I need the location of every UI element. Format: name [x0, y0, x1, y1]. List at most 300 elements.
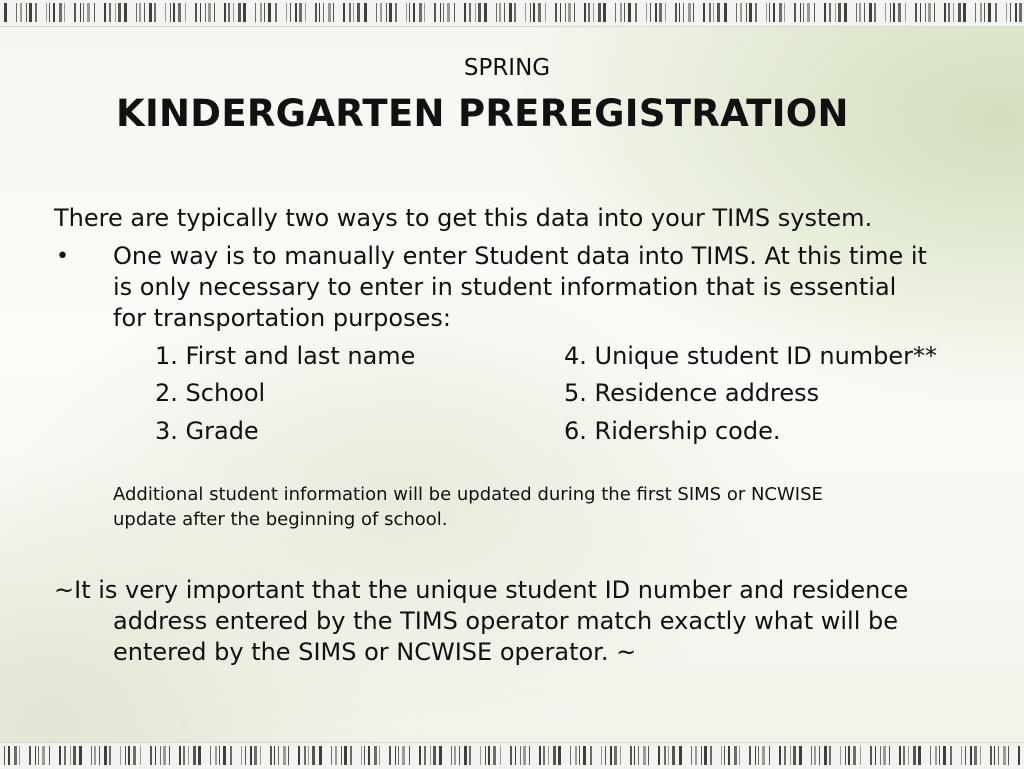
stripe-bar: [709, 3, 711, 22]
stripe-bar: [308, 746, 309, 765]
important-line-3: entered by the SIMS or NCWISE operator. ~: [113, 638, 637, 666]
stripe-bar: [53, 3, 55, 22]
stripe-bar: [350, 746, 352, 765]
stripe-bar: [233, 3, 234, 22]
stripe-bar: [514, 3, 516, 22]
stripe-bar: [26, 3, 27, 22]
stripe-bar: [885, 3, 886, 22]
stripe-bar: [515, 746, 516, 765]
stripe-bar: [658, 746, 660, 765]
stripe-bar: [80, 3, 81, 22]
stripe-bar: [364, 3, 367, 22]
stripe-bar: [215, 746, 217, 765]
stripe-bar: [883, 746, 886, 765]
slide-subtitle: SPRING: [463, 55, 551, 81]
stripe-bar: [646, 3, 647, 22]
stripe-bar: [99, 746, 100, 765]
stripe-bar: [120, 746, 121, 765]
stripe-bar: [746, 3, 747, 22]
stripe-bar: [331, 746, 332, 765]
stripe-bar: [333, 3, 334, 22]
stripe-bar: [970, 746, 972, 765]
stripe-bar: [875, 746, 876, 765]
stripe-bar: [409, 3, 410, 22]
stripe-bar: [315, 3, 317, 22]
stripe-bar: [736, 3, 737, 22]
stripe-bar: [588, 3, 590, 22]
stripe-bar: [154, 3, 156, 22]
stripe-bar: [691, 746, 692, 765]
stripe-bar: [295, 3, 297, 22]
stripe-bar: [323, 3, 324, 22]
stripe-bar: [454, 3, 455, 22]
stripe-bar: [574, 3, 575, 22]
stripe-bar: [800, 3, 801, 22]
note-line-2: update after the beginning of school.: [113, 509, 448, 530]
field-item: 3. Grade: [155, 417, 259, 445]
stripe-bar: [628, 3, 631, 22]
stripe-bar: [243, 3, 246, 22]
stripe-bar: [980, 746, 981, 765]
top-decorative-strip: [0, 0, 1024, 27]
stripe-bar: [1003, 746, 1006, 765]
stripe-bar: [389, 746, 391, 765]
stripe-bar: [357, 3, 360, 22]
stripe-bar: [610, 746, 612, 765]
stripe-bar: [529, 746, 530, 765]
stripe-bar: [260, 746, 261, 765]
stripe-bar: [364, 746, 365, 765]
stripe-bar: [335, 746, 337, 765]
stripe-bar: [241, 746, 242, 765]
stripe-bar: [136, 3, 137, 22]
stripe-bar: [934, 3, 935, 22]
stripe-bar: [913, 746, 916, 765]
stripe-bar: [724, 3, 727, 22]
stripe-bar: [328, 3, 331, 22]
stripe-bar: [598, 3, 601, 22]
stripe-bar: [824, 746, 827, 765]
stripe-bar: [555, 3, 557, 22]
stripe-bar: [784, 3, 785, 22]
bottom-barcode-pattern: [0, 743, 1024, 769]
bullet-line-3: for transportation purposes:: [113, 304, 451, 332]
stripe-bar: [728, 746, 730, 765]
stripe-bar: [109, 3, 111, 22]
stripe-bar: [943, 746, 946, 765]
stripe-bar: [538, 3, 541, 22]
stripe-bar: [223, 746, 226, 765]
stripe-bar: [814, 746, 816, 765]
stripe-bar: [553, 746, 556, 765]
stripe-bar: [264, 3, 265, 22]
stripe-bar: [475, 3, 476, 22]
stripe-bar: [104, 3, 106, 22]
stripe-bar: [634, 746, 635, 765]
stripe-bar: [766, 3, 767, 22]
stripe-bar: [443, 3, 444, 22]
stripe-bar: [270, 746, 272, 765]
stripe-bar: [224, 3, 226, 22]
stripe-bar: [655, 3, 657, 22]
top-barcode-pattern: [0, 0, 1024, 26]
stripe-bar: [769, 746, 770, 765]
stripe-bar: [484, 3, 487, 22]
stripe-bar: [630, 746, 632, 765]
stripe-bar: [980, 3, 982, 22]
stripe-bar: [784, 746, 786, 765]
stripe-bar: [434, 3, 436, 22]
stripe-bar: [958, 3, 961, 22]
stripe-bar: [668, 746, 669, 765]
stripe-bar: [579, 746, 580, 765]
stripe-bar: [469, 3, 471, 22]
stripe-bar: [510, 746, 512, 765]
stripe-bar: [419, 746, 421, 765]
stripe-bar: [605, 746, 606, 765]
stripe-bar: [230, 746, 232, 765]
stripe-bar: [274, 746, 275, 765]
bullet-line-1: One way is to manually enter Student data into TIMS. At this time it: [113, 242, 927, 270]
stripe-bar: [620, 746, 621, 765]
stripe-bar: [869, 3, 872, 22]
stripe-bar: [740, 3, 742, 22]
stripe-bar: [389, 3, 392, 22]
stripe-bar: [178, 3, 181, 22]
stripe-bar: [829, 746, 831, 765]
stripe-bar: [509, 3, 512, 22]
stripe-bar: [860, 746, 861, 765]
stripe-bar: [560, 3, 561, 22]
stripe-bar: [695, 746, 697, 765]
stripe-bar: [880, 746, 881, 765]
stripe-bar: [773, 3, 775, 22]
stripe-bar: [769, 3, 770, 22]
stripe-bar: [8, 746, 10, 765]
slide-title: KINDERGARTEN PREREGISTRATION: [116, 92, 849, 135]
stripe-bar: [675, 3, 677, 22]
stripe-bar: [990, 746, 992, 765]
stripe-bar: [250, 746, 252, 765]
stripe-bar: [79, 746, 82, 765]
stripe-bar: [603, 3, 606, 22]
stripe-bar: [451, 746, 452, 765]
stripe-bar: [953, 3, 954, 22]
stripe-bar: [504, 3, 505, 22]
stripe-bar: [379, 746, 380, 765]
stripe-bar: [665, 3, 666, 22]
stripe-bar: [440, 3, 441, 22]
stripe-bar: [717, 3, 720, 22]
stripe-bar: [447, 3, 450, 22]
stripe-bar: [214, 3, 215, 22]
stripe-bar: [409, 746, 410, 765]
stripe-bar: [988, 3, 991, 22]
stripe-bar: [905, 3, 906, 22]
stripe-bar: [584, 3, 586, 22]
field-item: 5. Residence address: [564, 379, 820, 407]
stripe-bar: [183, 746, 185, 765]
stripe-bar: [762, 746, 765, 765]
stripe-bar: [402, 746, 405, 765]
stripe-bar: [413, 3, 415, 22]
stripe-bar: [620, 3, 622, 22]
stripe-bar: [790, 746, 791, 765]
stripe-bar: [73, 746, 76, 765]
stripe-bar: [890, 3, 891, 22]
stripe-bar: [558, 746, 561, 765]
stripe-bar: [590, 746, 592, 765]
stripe-bar: [496, 3, 497, 22]
stripe-bar: [643, 746, 646, 765]
stripe-bar: [593, 3, 594, 22]
stripe-bar: [638, 746, 639, 765]
stripe-bar: [779, 3, 782, 22]
important-line-2: address entered by the TIMS operator match exactly what will be: [113, 607, 899, 635]
stripe-bar: [386, 3, 387, 22]
stripe-bar: [185, 3, 186, 22]
stripe-bar: [398, 746, 399, 765]
stripe-bar: [672, 746, 675, 765]
stripe-bar: [935, 746, 937, 765]
stripe-bar: [200, 3, 201, 22]
stripe-bar: [499, 3, 501, 22]
stripe-bar: [963, 3, 966, 22]
stripe-bar: [925, 3, 926, 22]
stripe-bar: [305, 3, 306, 22]
stripe-bar: [853, 746, 856, 765]
stripe-bar: [848, 746, 850, 765]
stripe-bar: [995, 3, 997, 22]
stripe-bar: [814, 3, 815, 22]
stripe-bar: [74, 3, 76, 22]
stripe-bar: [965, 746, 966, 765]
stripe-bar: [344, 746, 347, 765]
stripe-bar: [835, 3, 836, 22]
stripe-bar: [739, 746, 740, 765]
stripe-bar: [424, 746, 426, 765]
stripe-bar: [624, 3, 625, 22]
stripe-bar: [944, 3, 946, 22]
stripe-bar: [94, 746, 96, 765]
stripe-bar: [83, 3, 84, 22]
stripe-bar: [889, 746, 890, 765]
stripe-bar: [319, 3, 320, 22]
stripe-bar: [961, 746, 962, 765]
stripe-bar: [35, 746, 36, 765]
stripe-bar: [568, 3, 571, 22]
stripe-bar: [193, 746, 196, 765]
stripe-bar: [948, 3, 950, 22]
stripe-bar: [118, 3, 121, 22]
stripe-bar: [530, 3, 531, 22]
stripe-bar: [179, 746, 181, 765]
stripe-bar: [14, 746, 17, 765]
stripe-bar: [485, 746, 486, 765]
stripe-bar: [439, 746, 442, 765]
stripe-bar: [713, 3, 714, 22]
field-item: 1. First and last name: [155, 342, 416, 370]
stripe-bar: [844, 3, 847, 22]
stripe-bar: [870, 746, 872, 765]
stripe-bar: [998, 746, 999, 765]
stripe-bar: [701, 746, 702, 765]
stripe-bar: [125, 746, 126, 765]
stripe-bar: [149, 3, 152, 22]
stripe-bar: [312, 746, 315, 765]
stripe-bar: [163, 746, 166, 765]
stripe-bar: [46, 3, 47, 22]
stripe-bar: [755, 3, 757, 22]
stripe-bar: [433, 746, 436, 765]
stripe-bar: [38, 746, 39, 765]
stripe-bar: [128, 746, 130, 765]
stripe-bar: [228, 3, 230, 22]
stripe-bar: [406, 3, 407, 22]
stripe-bar: [349, 3, 351, 22]
stripe-bar: [4, 746, 5, 765]
stripe-bar: [864, 3, 865, 22]
bottom-decorative-strip: [0, 742, 1024, 769]
stripe-bar: [803, 3, 804, 22]
stripe-bar: [520, 746, 521, 765]
stripe-bar: [1018, 746, 1020, 765]
stripe-bar: [1015, 3, 1017, 22]
stripe-bar: [343, 3, 345, 22]
stripe-bar: [275, 3, 277, 22]
stripe-bar: [950, 746, 952, 765]
stripe-bar: [755, 746, 756, 765]
field-item: 2. School: [155, 379, 266, 407]
stripe-bar: [395, 3, 397, 22]
stripe-bar: [150, 746, 152, 765]
stripe-bar: [575, 746, 577, 765]
stripe-bar: [749, 746, 751, 765]
stripe-bar: [749, 3, 752, 22]
stripe-bar: [430, 746, 431, 765]
stripe-bar: [845, 746, 846, 765]
stripe-bar: [920, 3, 921, 22]
stripe-bar: [859, 3, 861, 22]
stripe-bar: [210, 746, 211, 765]
stripe-bar: [693, 3, 694, 22]
stripe-bar: [254, 746, 257, 765]
stripe-bar: [170, 3, 171, 22]
stripe-bar: [539, 746, 541, 765]
stripe-bar: [368, 746, 370, 765]
stripe-bar: [64, 746, 66, 765]
stripe-bar: [478, 3, 481, 22]
stripe-bar: [115, 3, 116, 22]
stripe-bar: [659, 3, 662, 22]
stripe-bar: [930, 746, 931, 765]
stripe-bar: [173, 3, 175, 22]
stripe-bar: [874, 3, 876, 22]
stripe-bar: [361, 746, 362, 765]
stripe-bar: [939, 746, 940, 765]
stripe-bar: [288, 746, 289, 765]
stripe-bar: [198, 746, 201, 765]
stripe-bar: [459, 746, 460, 765]
stripe-bar: [205, 3, 206, 22]
stripe-bar: [908, 746, 909, 765]
stripe-bar: [464, 3, 466, 22]
stripe-bar: [139, 3, 141, 22]
additional-info-note: [113, 482, 953, 532]
stripe-bar: [543, 746, 545, 765]
stripe-bar: [480, 746, 481, 765]
stripe-bar: [928, 3, 931, 22]
stripe-bar: [1008, 746, 1009, 765]
stripe-bar: [140, 746, 141, 765]
stripe-bar: [648, 746, 649, 765]
stripe-bar: [144, 3, 145, 22]
stripe-bar: [758, 746, 759, 765]
stripe-bar: [29, 746, 31, 765]
stripe-bar: [304, 746, 306, 765]
field-item: 4. Unique student ID number**: [564, 342, 938, 370]
stripe-bar: [523, 746, 526, 765]
stripe-bar: [94, 3, 95, 22]
bullet-icon: •: [56, 244, 69, 269]
stripe-bar: [59, 746, 61, 765]
stripe-bar: [1019, 3, 1022, 22]
stripe-bar: [533, 3, 535, 22]
stripe-bar: [838, 3, 841, 22]
stripe-bar: [824, 3, 826, 22]
stripe-bar: [548, 746, 549, 765]
stripe-bar: [298, 746, 300, 765]
stripe-bar: [341, 746, 342, 765]
stripe-bar: [49, 3, 50, 22]
stripe-bar: [493, 746, 496, 765]
stripe-bar: [994, 746, 995, 765]
stripe-bar: [650, 3, 651, 22]
stripe-bar: [165, 3, 166, 22]
stripe-bar: [29, 3, 32, 22]
stripe-bar: [454, 746, 456, 765]
note-line-1: Additional student information will be updated during the first SIMS or NCWISE: [113, 484, 823, 505]
stripe-bar: [799, 746, 802, 765]
stripe-bar: [49, 746, 50, 765]
stripe-bar: [794, 3, 796, 22]
bullet-line-2: is only necessary to enter in student information that is essential: [113, 273, 897, 301]
stripe-bar: [353, 3, 354, 22]
stripe-bar: [20, 3, 22, 22]
stripe-bar: [807, 3, 810, 22]
stripe-bar: [1010, 3, 1011, 22]
stripe-bar: [16, 3, 17, 22]
stripe-bar: [124, 3, 127, 22]
stripe-bar: [565, 3, 566, 22]
stripe-bar: [840, 746, 841, 765]
stripe-bar: [819, 746, 820, 765]
stripe-bar: [70, 746, 71, 765]
stripe-bar: [811, 746, 812, 765]
stripe-bar: [488, 746, 490, 765]
stripe-bar: [64, 3, 65, 22]
stripe-bar: [525, 3, 526, 22]
stripe-bar: [856, 3, 857, 22]
stripe-bar: [4, 3, 7, 22]
stripe-bar: [703, 3, 705, 22]
stripe-bar: [918, 746, 921, 765]
stripe-bar: [188, 746, 189, 765]
stripe-bar: [19, 746, 20, 765]
stripe-bar: [299, 3, 302, 22]
stripe-bar: [219, 746, 220, 765]
stripe-bar: [255, 3, 256, 22]
